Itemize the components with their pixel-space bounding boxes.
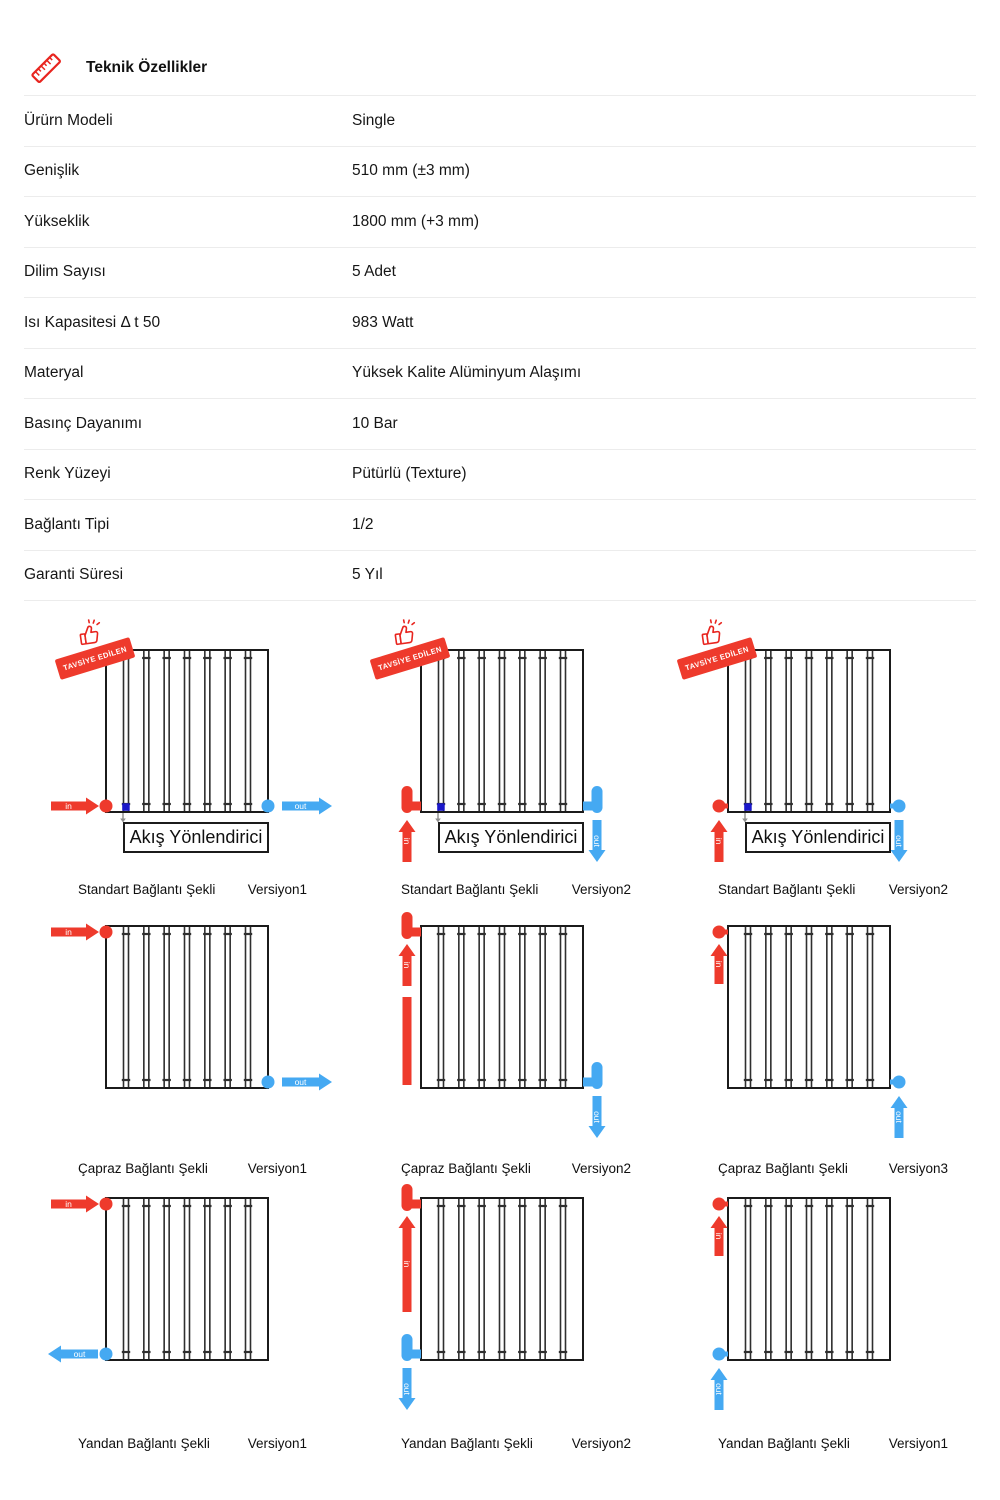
inlet-connector [51, 798, 113, 815]
flow-label: in [65, 801, 72, 811]
spec-row [24, 247, 976, 298]
inlet-connector [711, 800, 729, 863]
inlet-connector [399, 786, 422, 862]
section-title: Teknik Özellikler [86, 59, 208, 76]
radiator [728, 926, 890, 1088]
spec-row [24, 499, 976, 550]
diagram-version: Versiyon1 [247, 882, 307, 897]
diagram-version: Versiyon1 [247, 1436, 307, 1451]
ruler-icon [28, 50, 64, 86]
outlet-connector [583, 1062, 606, 1138]
recommended-badge [54, 622, 166, 688]
inlet-connector [51, 1196, 113, 1213]
diagram-standart-versiyon1 [30, 620, 340, 905]
diagram-caption: Standart Bağlantı Şekli [718, 882, 856, 897]
diagram-yandan-versiyon2 [345, 1180, 655, 1470]
spec-row [24, 95, 976, 146]
connection-diagram-svg [652, 1180, 962, 1470]
flow-label: in [714, 1232, 724, 1240]
spec-row [24, 196, 976, 247]
spec-value: 1/2 [352, 515, 374, 533]
flow-label: out [402, 1383, 412, 1395]
outlet-connector [583, 786, 606, 862]
recommended-badge [369, 622, 481, 688]
radiator [421, 926, 583, 1088]
spec-label: Materyal [24, 364, 84, 382]
connection-diagram-svg [30, 905, 340, 1180]
flow-label: in [65, 1199, 72, 1209]
spec-label: Basınç Dayanımı [24, 414, 143, 432]
diagram-standart-versiyon2b [652, 620, 962, 905]
spec-label: Yükseklik [24, 212, 90, 230]
diagram-version: Versiyon1 [247, 1161, 307, 1176]
spec-value: Yüksek Kalite Alüminyum Alaşımı [352, 364, 582, 382]
diagram-version: Versiyon2 [571, 1436, 631, 1451]
flow-director-label: Akış Yönlendirici [123, 822, 269, 853]
flow-label: out [894, 835, 904, 847]
flow-label: in [402, 961, 412, 969]
spec-row [24, 297, 976, 348]
spec-label: Dilim Sayısı [24, 263, 106, 281]
diagram-caption: Yandan Bağlantı Şekli [78, 1436, 210, 1451]
inlet-connector [399, 912, 422, 1085]
diagram-version: Versiyon3 [888, 1161, 948, 1176]
recommended-badge-label: TAVSİYE EDİLEN [677, 637, 758, 680]
radiator [728, 1198, 890, 1360]
spec-label: Ürürn Modeli [24, 111, 113, 129]
spec-row [24, 348, 976, 399]
flow-label: in [402, 1260, 412, 1268]
spec-label: Isı Kapasitesi Δ t 50 [24, 313, 161, 331]
spec-value: 983 Watt [352, 313, 414, 331]
recommended-badge-label: TAVSİYE EDİLEN [370, 637, 451, 680]
diagram-caption: Yandan Bağlantı Şekli [401, 1436, 533, 1451]
flow-label: out [73, 1349, 86, 1359]
spec-table [24, 95, 976, 601]
spec-value: 10 Bar [352, 414, 398, 432]
outlet-connector [711, 1348, 729, 1411]
diagram-caption: Çapraz Bağlantı Şekli [401, 1161, 531, 1176]
diagram-capraz-versiyon3 [652, 905, 962, 1180]
diagram-yandan-versiyon1b [652, 1180, 962, 1470]
diagram-version: Versiyon2 [571, 1161, 631, 1176]
spec-label: Renk Yüzeyi [24, 465, 111, 483]
outlet-connector [399, 1334, 422, 1410]
flow-label: out [592, 1111, 602, 1123]
diagram-caption: Çapraz Bağlantı Şekli [78, 1161, 208, 1176]
outlet-connector [48, 1346, 113, 1363]
spec-value: 510 mm (±3 mm) [352, 162, 470, 180]
radiator [106, 926, 268, 1088]
outlet-connector [262, 798, 333, 815]
spec-value: Pütürlü (Texture) [352, 465, 467, 483]
recommended-badge-label: TAVSİYE EDİLEN [55, 637, 136, 680]
spec-label: Bağlantı Tipi [24, 515, 110, 533]
spec-label: Genişlik [24, 162, 80, 180]
diagram-caption: Standart Bağlantı Şekli [401, 882, 539, 897]
flow-label: out [294, 1077, 307, 1087]
spec-value: 1800 mm (+3 mm) [352, 212, 480, 230]
connection-diagram-svg [652, 905, 962, 1180]
outlet-connector [262, 1074, 333, 1091]
flow-director-label: Akış Yönlendirici [745, 822, 891, 853]
diagram-version: Versiyon2 [571, 882, 631, 897]
spec-value: 5 Adet [352, 263, 396, 281]
flow-label: in [402, 837, 412, 845]
connection-diagram-svg [30, 1180, 340, 1470]
inlet-connector [399, 1184, 422, 1312]
diagram-capraz-versiyon2 [345, 905, 655, 1180]
spec-value: Single [352, 111, 396, 129]
connection-diagram-svg [345, 1180, 655, 1470]
outlet-connector [890, 1076, 908, 1139]
flow-label: out [714, 1383, 724, 1395]
spec-row [24, 398, 976, 449]
flow-label: in [714, 837, 724, 845]
flow-label: in [714, 960, 724, 968]
flow-label: in [65, 927, 72, 937]
flow-label: out [894, 1111, 904, 1123]
spec-row [24, 449, 976, 500]
radiator [421, 1198, 583, 1360]
inlet-connector [51, 924, 113, 941]
flow-label: out [592, 835, 602, 847]
diagram-version: Versiyon2 [888, 882, 948, 897]
spec-row [24, 550, 976, 601]
diagram-caption: Çapraz Bağlantı Şekli [718, 1161, 848, 1176]
diagram-version: Versiyon1 [888, 1436, 948, 1451]
spec-value: 5 Yıl [352, 566, 383, 584]
inlet-connector [711, 1198, 729, 1257]
diagram-caption: Yandan Bağlantı Şekli [718, 1436, 850, 1451]
inlet-connector [711, 926, 729, 985]
connection-diagram-svg [345, 905, 655, 1180]
section-header [28, 50, 207, 86]
outlet-connector [890, 800, 908, 863]
diagram-capraz-versiyon1 [30, 905, 340, 1180]
diagram-standart-versiyon2a [345, 620, 655, 905]
spec-label: Garanti Süresi [24, 566, 124, 584]
radiator [106, 1198, 268, 1360]
diagram-yandan-versiyon1a [30, 1180, 340, 1470]
spec-row [24, 146, 976, 197]
recommended-badge [676, 622, 788, 688]
flow-director-label: Akış Yönlendirici [438, 822, 584, 853]
flow-label: out [294, 801, 307, 811]
diagram-caption: Standart Bağlantı Şekli [78, 882, 216, 897]
